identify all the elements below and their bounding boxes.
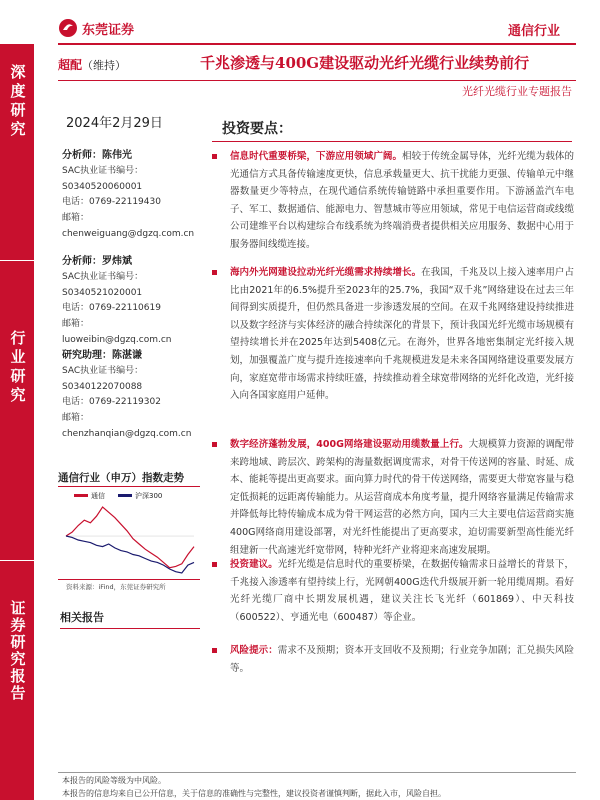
- investment-points-title: 投资要点：: [222, 121, 292, 137]
- subtitle-rule: [58, 80, 576, 81]
- bullet-point: [212, 436, 574, 559]
- analyst-cert-label: SAC执业证书编号：: [62, 365, 144, 376]
- analyst-cert-label: SAC执业证书编号：: [62, 271, 144, 282]
- sidebar-divider: [0, 260, 34, 261]
- chart-title: 通信行业（申万）指数走势: [58, 472, 184, 484]
- logo-text: 东莞证券: [82, 22, 135, 38]
- analyst-email[interactable]: luoweibin@dgzq.com.cn: [62, 334, 172, 345]
- sidebar-section-deep-research: 深度研究: [8, 64, 27, 140]
- industry-label: 通信行业: [507, 24, 560, 39]
- sidebar-divider: [0, 560, 34, 561]
- footer-disclaimer: 本报告的信息均来自已公开信息，关于信息的准确性与完整性，建议投资者谨慎判断，据此入市，风险自担。: [62, 789, 446, 798]
- analyst-card: [62, 148, 194, 243]
- logo-icon: [58, 18, 78, 38]
- bullet-point: [212, 264, 574, 405]
- analyst-phone: 电话：0769-22119302: [62, 397, 161, 408]
- rating-note: （维持）: [82, 59, 127, 72]
- bullet-lead: 海内外光网建设拉动光纤光缆需求持续增长。: [230, 267, 422, 278]
- bullet-text: 需求不及预期；资本开支回收不及预期；行业竞争加剧；汇兑损失风险等。: [230, 645, 574, 674]
- analyst-card: [62, 348, 191, 443]
- analyst-cert-number: S0340520060001: [62, 181, 143, 192]
- analyst-cert-label: SAC执业证书编号：: [62, 165, 144, 176]
- bullet-text: 光纤光缆是信息时代的重要桥梁，在数据传输需求日益增长的背景下，千兆接入渗透率有望持续上行，光网朝400G迭代升级展开新一轮用缆周期。看好光纤光缆厂商中长期发展机遇，建议关注长飞光纤（601869）、中天科技（600522）、亨通光电（600487）等企业。: [230, 559, 574, 623]
- analyst-email[interactable]: chenweiguang@dgzq.com.cn: [62, 228, 195, 239]
- bullet-lead: 投资建议。: [230, 559, 278, 570]
- bullet-lead: 数字经济蓬勃发展，400G网络建设驱动用缆数量上行。: [230, 439, 469, 450]
- analyst-email-label: 邮箱：: [62, 213, 90, 224]
- report-date: 2024年2月29日: [66, 116, 163, 131]
- sidebar-section-industry-research: 行业研究: [8, 330, 27, 406]
- series-line-hs300: [66, 536, 194, 573]
- chart-legend: [74, 491, 162, 500]
- report-headline: 千兆渗透与400G建设驱动光纤光缆行业续势前行: [200, 54, 530, 72]
- series-line-tongxin: [66, 507, 194, 568]
- analyst-name: 分析师：罗炜斌: [62, 256, 132, 267]
- bullet-point: [212, 556, 574, 626]
- related-reports-heading: 相关报告: [60, 609, 200, 629]
- legend-swatch-hs300: [118, 494, 132, 497]
- bullet-point: [212, 642, 574, 677]
- analyst-name: 分析师：陈伟光: [62, 150, 132, 161]
- analyst-cert-number: S0340521020001: [62, 287, 143, 298]
- bullet-point: [212, 148, 574, 254]
- points-rule: [212, 141, 572, 142]
- legend-label-hs300: 沪深300: [135, 492, 163, 500]
- footer-rule: [58, 772, 576, 773]
- bullet-lead: 信息时代重要桥梁，下游应用领域广阔。: [230, 151, 403, 162]
- analyst-name: 研究助理：陈湛谦: [62, 350, 142, 361]
- analyst-phone: 电话：0769-22119430: [62, 197, 161, 208]
- legend-swatch-tongxin: [74, 494, 88, 497]
- analyst-card: [62, 254, 172, 349]
- index-chart: [58, 486, 200, 580]
- report-subtitle: 光纤光缆行业专题报告: [462, 85, 572, 98]
- rating-value: 超配: [58, 58, 83, 72]
- analyst-phone: 电话：0769-22110619: [62, 303, 161, 314]
- company-logo: [58, 18, 134, 38]
- analyst-email-label: 邮箱：: [62, 319, 90, 330]
- analyst-email[interactable]: chenzhanqian@dgzq.com.cn: [62, 428, 192, 439]
- bullet-text: 大规模算力资源的调配带来跨地域、跨层次、跨架构的海量数据调度需求，对骨干传送网的容量、时延、成本、能耗等提出更高要求。面向算力时代的骨干传送网络，需要更大带宽容量与稳定低损耗的远距离传输能力。从运营商成本角度考量，提升网络容量满足传输需求并降低每比特传输成本成为骨干网运营的必然方向，国内三大主要电信运营商实施400G网络商用建设部署，对光纤性能提出了更高要求，迫切需要新型高性能光纤组建新一代高速光纤宽带网，特种光纤产业将迎来高速发展期。: [230, 439, 574, 556]
- sidebar-section-securities-report: 证券研究报告: [8, 600, 27, 702]
- footer-risk-level: 本报告的风险等级为中风险。: [62, 776, 166, 785]
- analyst-email-label: 邮箱：: [62, 413, 90, 424]
- bullet-lead: 风险提示：: [230, 645, 278, 656]
- analyst-cert-number: S0340122070088: [62, 381, 143, 392]
- chart-svg: [58, 487, 200, 579]
- bullet-text: 相较于传统金属导体，光纤光缆为载体的光通信方式具备传输速度更快，信息承载量更大、抗干扰能力更强、传输单元中继器数量更少等特点，在现代通信系统传输链路中承担重要作用。下游涵盖汽车电子、军工、数据通信、能源电力、智慧城市等应用领域，常见于电信运营商或线缆公司建维平台以构建综合布线系统为终端消费者提供相关应用服务、数据中心用于服务器间线缆连接。: [230, 151, 574, 250]
- bullet-text: 在我国，千兆及以上接入速率用户占比由2021年的6.5%提升至2023年的25.7%，我国“双千兆”网络建设在过去三年间得到实质提升，但仍然具备进一步渗透发展的空间。在双千兆网络建设持续推进以及数字经济与实体经济的融合持续深化的背景下，预计我国光纤光缆市场规模有望持续增长并在2025年达到5408亿元。在海外，世界各地密集制定光纤接入规划，加强覆盖广度与提升连接速率向千兆规模进发是未来各国网络建设重要发展方向，家庭宽带市场需求持续旺盛，持续推动着全球宽带网络的光纤化改造，光纤接入向各国家庭用户延伸。: [230, 267, 574, 402]
- header-rule: [58, 43, 576, 45]
- rating: [58, 56, 126, 73]
- chart-source: 资料来源：iFind，东莞证券研究所: [66, 583, 166, 591]
- legend-label-tongxin: 通信: [91, 492, 105, 500]
